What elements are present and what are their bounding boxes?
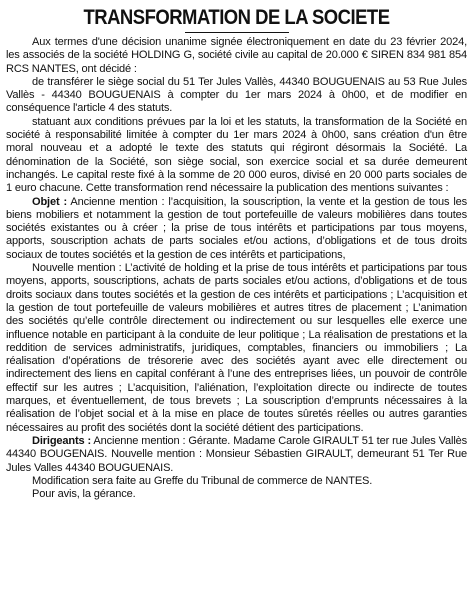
closing-paragraph: Pour avis, la gérance. <box>32 488 136 501</box>
objet-paragraph <box>6 196 467 262</box>
notice-title: TRANSFORMATION DE LA SOCIETE <box>83 5 390 29</box>
transfer-paragraph: de transférer le siège social du 51 Ter Jules Vallès, 44340 BOUGUENAIS au 53 Rue Jules Vallès - 44340 BOUGUENAIS à compter du 1er mars 2024 à 0h00, et de modifier en conséquence l'article 4 des statuts. <box>6 75 467 115</box>
legal-notice <box>6 4 467 501</box>
objet-new-paragraph: Nouvelle mention : L’activité de holding et la prise de tous intérêts et participations par tous moyens, apports, souscriptions, achats de parts sociales et/ou actions, d’obligations et de tous droits sociaux dans toutes sociétés et la gestion de ces intérêts et participations ; L’acquisition et la gestion de tout portefeuille de valeurs mobilières et autres titres de placement ; L’animation des sociétés qu’elle contrôle directement ou indirectement ou sur lesquelles elle exerce une influence notable en participant à la conduite de leur politique ; La réalisation de prestations et la reddition de services administratifs, juridiques, comptables, financiers ou immobiliers ; La réalisation d’opérations de trésorerie avec des sociétés ayant avec elle directement ou indirectement des liens en capital conférant à l’une des entreprises liées, un pouvoir de contrôle effectif sur les autres ; L’acquisition, l’aliénation, l’exploitation directe ou indirecte de toutes marques, et éventuellement, de tous brevets ; La souscription d’emprunts nécessaires à la réalisation de l’objet social et à la mise en place de toutes sûretés réelles ou autres garanties nécessaires au profit des sociétés dont la société détient des participations. <box>6 262 467 434</box>
transformation-paragraph: statuant aux conditions prévues par la loi et les statuts, la transformation de la Société en société à responsabilité limitée à compter du 1er mars 2024 à 0h00, sans création d'un être moral nouveau et a adopté le texte des statuts qui régiront désormais la Société. La dénomination de la Société, son siège social, son exercice social et sa durée demeurent inchangés. Le capital reste fixé à la somme de 20 000 euros, divisé en 20 000 parts sociales de 1 euro chacune. Cette transformation rend nécessaire la publication des mentions suivantes : <box>6 115 467 195</box>
title-underline <box>185 32 289 33</box>
dirigeants-paragraph <box>6 435 467 475</box>
objet-old-mention: Ancienne mention : l’acquisition, la souscription, la vente et la gestion de tous les biens mobiliers et notamment la gestion de tout portefeuille de valeurs mobilières dans toutes sociétés existantes ou à créer ; la prise de tous intérêts et participations par tous moyens, apports, souscription achats de parts sociales et/ou actions, d’obligations et de tous droits sociaux de toutes sociétés et la gestion de ces intérêts et participations, <box>6 195 467 261</box>
greffe-paragraph: Modification sera faite au Greffe du Tribunal de commerce de NANTES. <box>32 474 373 487</box>
dirigeants-text: Ancienne mention : Gérante. Madame Carole GIRAULT 51 ter rue Jules Vallès 44340 BOUGENAIS. Nouvelle mention : Monsieur Sébastien GIRAULT, demeurant 51 Ter Rue Jules Valles 44340 BOUGUENAIS. <box>6 434 468 474</box>
objet-label: Objet : <box>32 195 67 208</box>
intro-paragraph: Aux termes d'une décision unanime signée électroniquement en date du 23 février 2024, les associés de la société HOLDING G, société civile au capital de 20.000 € SIREN 834 981 854 RCS NANTES, ont décidé : <box>6 36 467 75</box>
notice-body <box>6 36 467 501</box>
dirigeants-label: Dirigeants : <box>32 434 92 447</box>
